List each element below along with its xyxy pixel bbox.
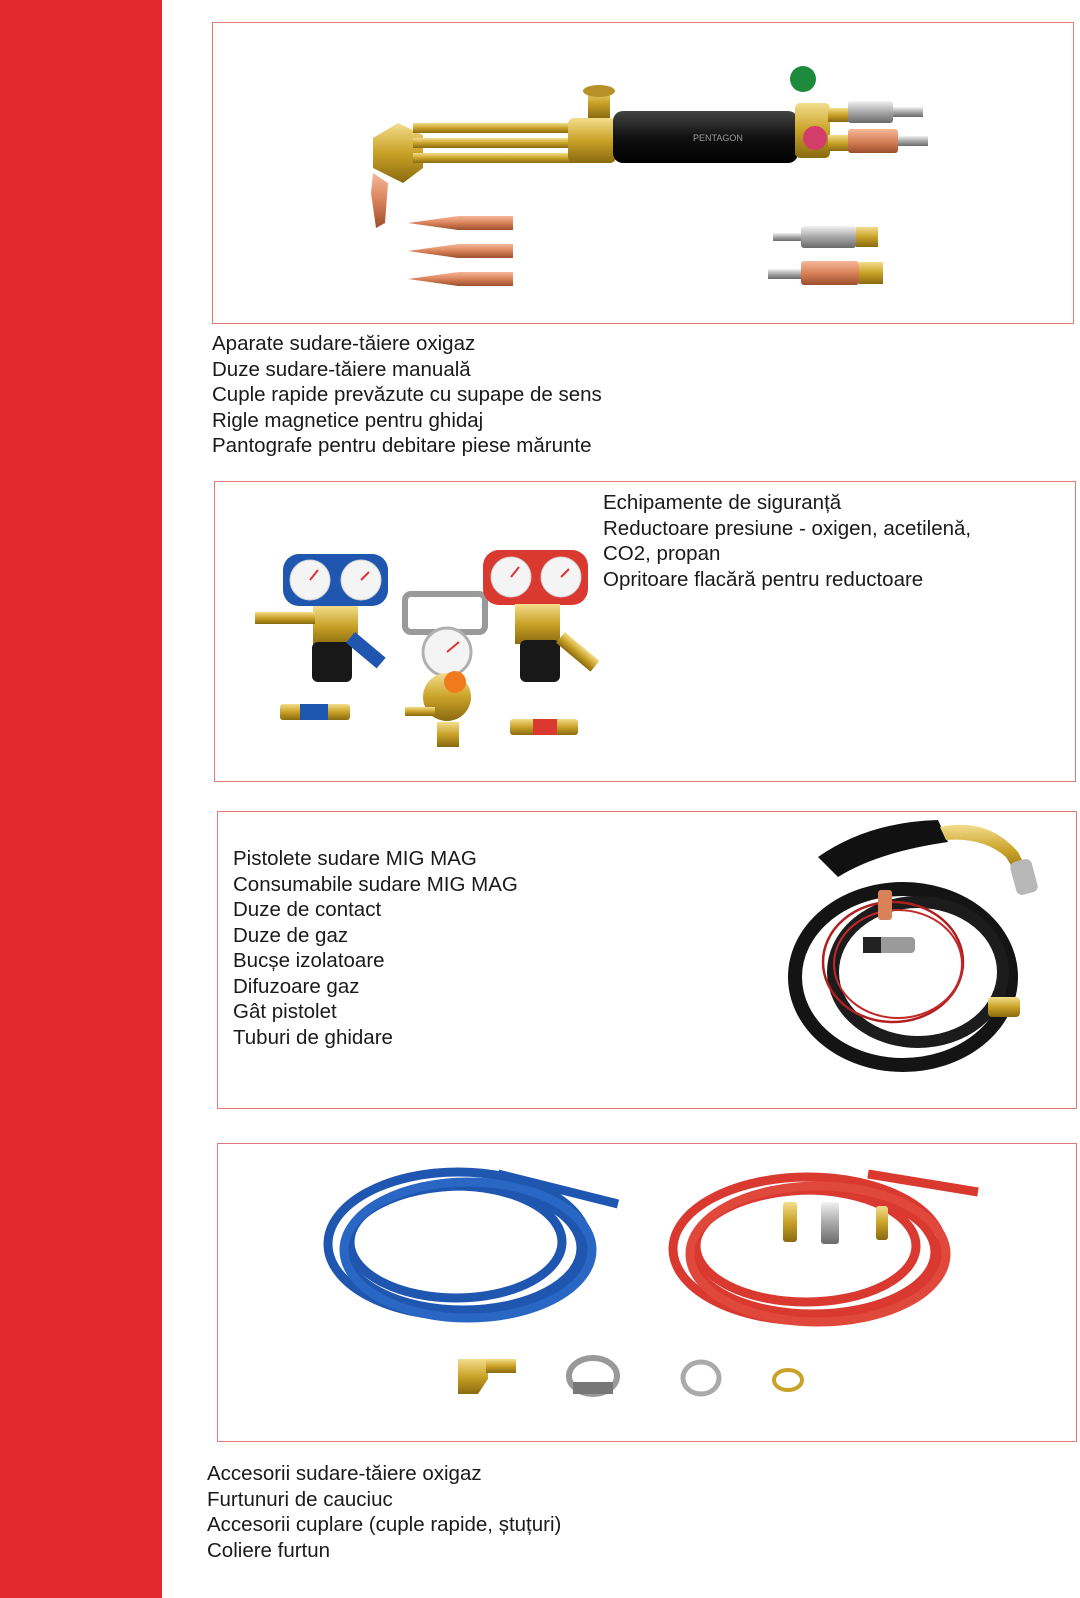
list-item: Accesorii cuplare (cuple rapide, ștuțuri)	[207, 1513, 562, 1536]
acetylene-regulator	[483, 550, 599, 682]
product-photo-regulators	[214, 481, 1076, 782]
product-list-hoses-accessories	[207, 1461, 561, 1563]
list-item: Aparate sudare-tăiere oxigaz	[212, 332, 476, 355]
list-item: Reductoare presiune - oxigen, acetilenă,	[603, 516, 972, 540]
list-item: Cuple rapide prevăzute cu supape de sens	[212, 383, 602, 406]
list-item: Bucșe izolatoare	[233, 949, 385, 972]
list-item: Furtunuri de cauciuc	[207, 1487, 393, 1511]
propane-regulator	[405, 594, 485, 747]
cutting-torch-illustration	[213, 23, 1074, 324]
list-item: Coliere furtun	[207, 1538, 331, 1562]
list-item: Duze de gaz	[233, 923, 349, 947]
list-item: Pistolete sudare MIG MAG	[233, 847, 477, 870]
list-item: Consumabile sudare MIG MAG	[233, 872, 518, 896]
spare-quick-couplers	[768, 226, 883, 285]
list-item: Opritoare flacără pentru reductoare	[603, 567, 924, 591]
list-item: Pantografe pentru debitare piese mărunte	[212, 434, 592, 457]
product-list-safety-regulators	[603, 490, 971, 592]
red-fuel-hose	[673, 1174, 978, 1322]
hoses-illustration	[218, 1144, 1077, 1442]
product-photo-cutting-torch	[212, 22, 1074, 324]
list-item: CO2, propan	[603, 542, 721, 565]
mig-euro-connector	[988, 997, 1020, 1017]
product-list-oxy-torch	[212, 331, 602, 459]
quick-coupler-oxygen	[848, 101, 893, 123]
list-item: Gât pistolet	[233, 1000, 337, 1023]
hose-fittings	[783, 1202, 888, 1244]
torch-valve-block	[568, 118, 616, 163]
product-photo-hoses-accessories	[217, 1143, 1077, 1442]
red-valve-knob	[803, 126, 827, 150]
list-item: Difuzoare gaz	[233, 974, 360, 998]
list-item: Duze sudare-tăiere manuală	[212, 357, 471, 381]
red-sidebar-band	[0, 0, 162, 1598]
list-item: Echipamente de siguranță	[603, 491, 842, 514]
list-item: Accesorii sudare-tăiere oxigaz	[207, 1462, 482, 1485]
quick-coupler-fuel	[848, 129, 898, 153]
cutting-nozzles	[408, 216, 513, 286]
mig-gun-illustration	[218, 812, 1077, 1109]
hose-clamps-and-elbow	[458, 1358, 802, 1394]
mig-cable-coil	[795, 889, 1011, 1065]
torch-brand-label: PENTAGON	[693, 133, 743, 143]
list-item: Duze de contact	[233, 898, 382, 921]
torch-tubes	[413, 123, 573, 163]
list-item: Rigle magnetice pentru ghidaj	[212, 408, 484, 432]
list-item: Tuburi de ghidare	[233, 1025, 393, 1049]
product-photo-mig-mag-gun	[217, 811, 1077, 1109]
green-valve-knob	[790, 66, 816, 92]
blue-oxygen-hose	[328, 1172, 618, 1318]
oxygen-regulator	[255, 554, 388, 682]
